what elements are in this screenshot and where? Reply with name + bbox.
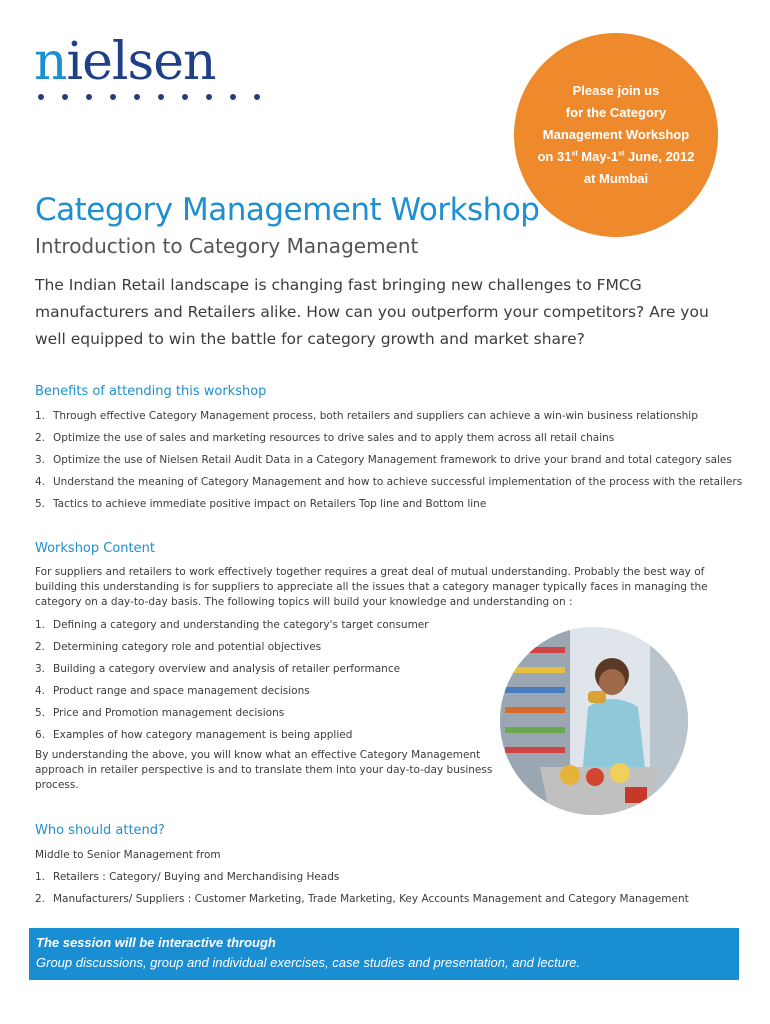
content-closing: By understanding the above, you will know what an effective Category Management approach in retailer perspective is and to translate them into your day-to-day business process.: [35, 749, 493, 791]
list-item: 1. Retailers : Category/ Buying and Merchandising Heads: [35, 871, 340, 883]
intro-paragraph: The Indian Retail landscape is changing fast bringing new challenges to FMCG manufacturers and Retailers alike. How can you outperform your competitors? Are you well equipped to win the battle for category growth and market share?: [35, 276, 709, 348]
page-title: Category Management Workshop: [35, 192, 540, 228]
content-list: [35, 618, 429, 750]
shopper-photo: [500, 627, 688, 815]
banner-text: Group discussions, group and individual exercises, case studies and presentation, and lecture.: [36, 955, 581, 970]
list-item: 2. Optimize the use of sales and marketing resources to drive sales and to apply them across all retail chains: [35, 432, 615, 444]
nielsen-logo: [34, 32, 260, 100]
invitation-badge: [514, 33, 718, 237]
invite-line-2: for the Category: [565, 105, 667, 120]
list-item: 4. Understand the meaning of Category Management and how to achieve successful implementation of the process with the retailers: [35, 476, 743, 488]
logo-wordmark: nielsen: [34, 32, 216, 92]
list-item: 5. Price and Promotion management decisions: [35, 707, 285, 719]
list-item: 1. Through effective Category Management process, both retailers and suppliers can achieve a win-win business relationship: [35, 410, 698, 422]
list-item: 2. Determining category role and potential objectives: [35, 641, 322, 653]
benefits-heading: Benefits of attending this workshop: [35, 384, 267, 399]
invite-line-4: on 31st May-1st June, 2012: [537, 149, 695, 164]
logo-dots: [34, 94, 260, 100]
session-banner: [29, 928, 739, 980]
invite-line-3: Management Workshop: [542, 127, 690, 142]
audience-heading: Who should attend?: [35, 823, 165, 838]
page-subtitle: Introduction to Category Management: [35, 234, 419, 258]
invite-line-1: Please join us: [572, 83, 660, 98]
invite-line-5: at Mumbai: [583, 171, 649, 186]
list-item: 2. Manufacturers/ Suppliers : Customer Marketing, Trade Marketing, Key Accounts Management and Category Management: [35, 893, 689, 905]
list-item: 4. Product range and space management decisions: [35, 685, 310, 697]
banner-heading: The session will be interactive through: [36, 935, 276, 950]
content-lead: For suppliers and retailers to work effectively together requires a great deal of mutual understanding. Probably the best way of building this understanding is for suppliers to appreciate all the issues that a category manager typically faces in managing the category on a day-to-day basis. The following topics will build your knowledge and understanding on :: [35, 566, 708, 608]
shopper-illustration: [500, 627, 688, 815]
list-item: 5. Tactics to achieve immediate positive impact on Retailers Top line and Bottom line: [35, 498, 487, 510]
list-item: 1. Defining a category and understanding the category's target consumer: [35, 619, 429, 631]
list-item: 3. Optimize the use of Nielsen Retail Audit Data in a Category Management framework to drive your brand and total category sales: [35, 454, 732, 466]
benefits-list: [35, 409, 742, 519]
list-item: 6. Examples of how category management is being applied: [35, 729, 353, 741]
list-item: 3. Building a category overview and analysis of retailer performance: [35, 663, 401, 675]
audience-lead: Middle to Senior Management from: [35, 849, 221, 861]
audience-list: [35, 870, 689, 914]
content-heading: Workshop Content: [35, 541, 155, 556]
